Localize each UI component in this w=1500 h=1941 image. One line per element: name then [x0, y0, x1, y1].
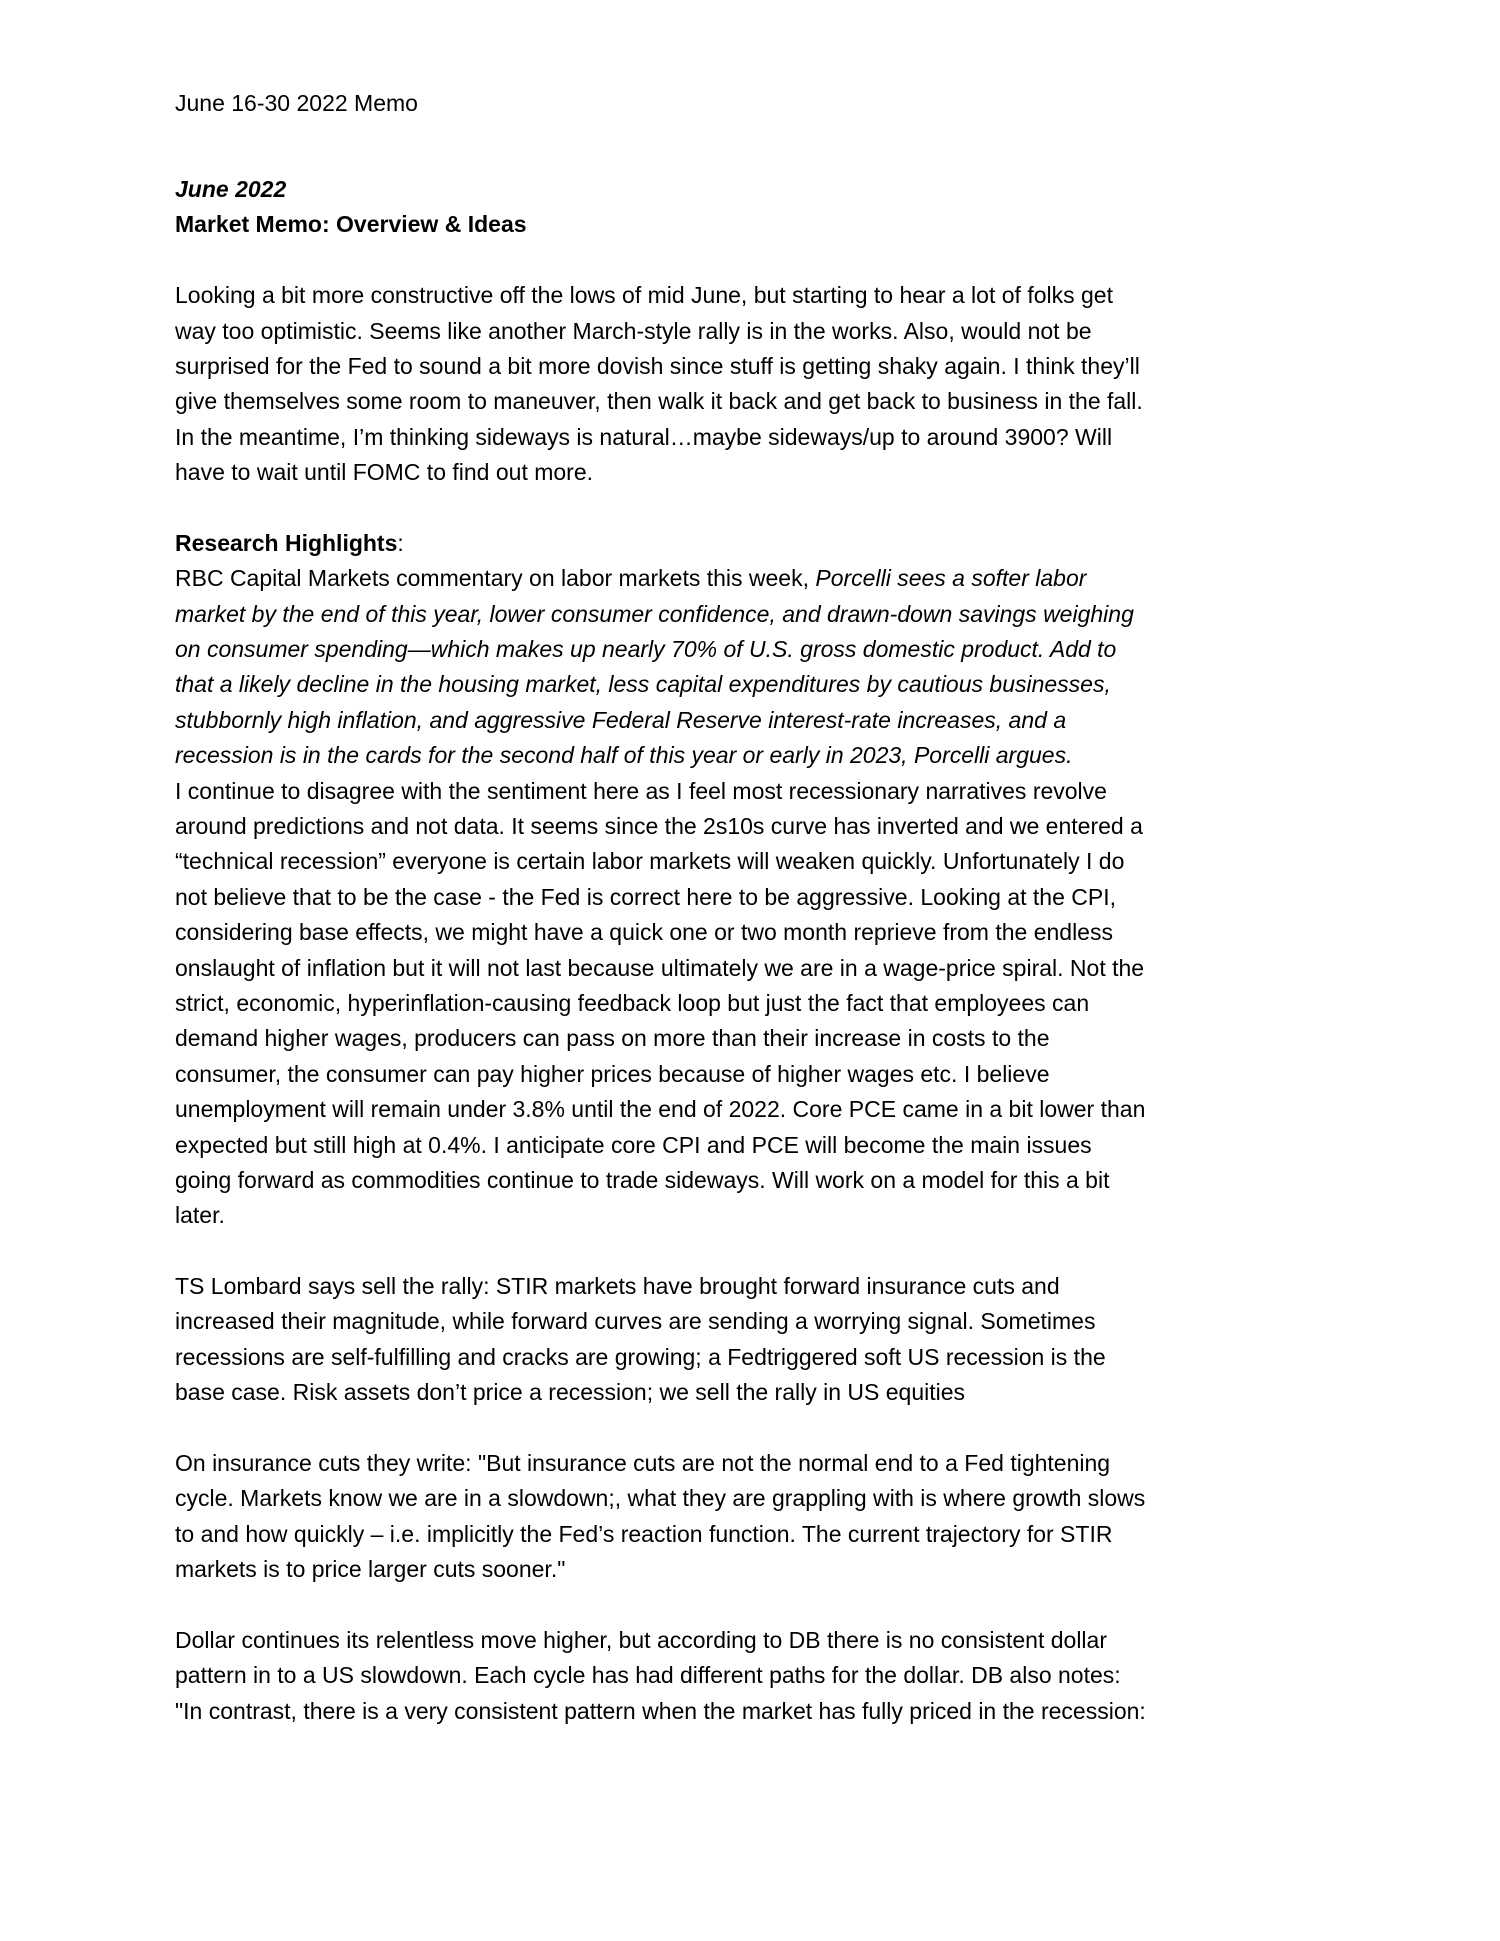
- text-run: TS Lombard says sell the rally: STIR markets have brought forward insurance cuts and: [175, 1273, 1060, 1300]
- text-line: [175, 986, 1335, 1021]
- text-run: to and how quickly – i.e. implicitly the Fed’s reaction function. The current trajectory for STIR: [175, 1520, 1113, 1547]
- text-line: [175, 632, 1335, 667]
- heading-title: Market Memo: Overview & Ideas: [175, 211, 527, 238]
- text-run: considering base effects, we might have a quick one or two month reprieve from the endless: [175, 919, 1113, 946]
- text-run: Porcelli sees a softer labor: [815, 565, 1087, 592]
- text-line: [175, 1658, 1335, 1693]
- text-line: [175, 1057, 1335, 1092]
- text-run: not believe that to be the case - the Fed is correct here to be aggressive. Looking at the CPI,: [175, 883, 1116, 910]
- text-run: I continue to disagree with the sentiment here as I feel most recessionary narratives revolve: [175, 777, 1107, 804]
- text-line: [175, 667, 1335, 702]
- text-run: Looking a bit more constructive off the lows of mid June, but starting to hear a lot of folks get: [175, 282, 1113, 309]
- text-line: [175, 1481, 1335, 1516]
- paragraph-spacer: [175, 1234, 1335, 1269]
- text-line: [175, 384, 1335, 419]
- paragraph-dollar: [175, 1623, 1335, 1729]
- text-line: [175, 844, 1335, 879]
- text-run: later.: [175, 1202, 225, 1229]
- text-line: [175, 1163, 1335, 1198]
- text-line: [175, 314, 1335, 349]
- text-line: [175, 703, 1335, 738]
- spacer: [175, 243, 1335, 278]
- text-run: expected but still high at 0.4%. I anticipate core CPI and PCE will become the main issues: [175, 1131, 1092, 1158]
- paragraph-overview: [175, 278, 1335, 490]
- text-line: [175, 349, 1335, 384]
- text-line: [175, 1304, 1335, 1339]
- text-line: [175, 1552, 1335, 1587]
- text-run: surprised for the Fed to sound a bit more dovish since stuff is getting shaky again. I think they’ll: [175, 352, 1140, 379]
- text-line: [175, 561, 1335, 596]
- text-run: cycle. Markets know we are in a slowdown;, what they are grappling with is where growth slows: [175, 1485, 1146, 1512]
- text-run: markets is to price larger cuts sooner.": [175, 1556, 566, 1583]
- text-line: [175, 951, 1335, 986]
- text-run: increased their magnitude, while forward curves are sending a worrying signal. Sometimes: [175, 1308, 1096, 1335]
- text-run: unemployment will remain under 3.8% until the end of 2022. Core PCE came in a bit lower than: [175, 1096, 1146, 1123]
- document-title: June 16-30 2022 Memo: [175, 90, 418, 116]
- text-run: base case. Risk assets don’t price a recession; we sell the rally in US equities: [175, 1379, 966, 1406]
- text-run: Research Highlights: [175, 529, 398, 556]
- text-line: [175, 1694, 1335, 1729]
- text-line: [175, 1375, 1335, 1410]
- text-run: On insurance cuts they write: "But insurance cuts are not the normal end to a Fed tightening: [175, 1450, 1111, 1477]
- text-line: [175, 278, 1335, 313]
- text-run: around predictions and not data. It seems since the 2s10s curve has inverted and we entered a: [175, 813, 1143, 840]
- text-run: on consumer spending—which makes up nearly 70% of U.S. gross domestic product. Add to: [175, 636, 1117, 663]
- text-run: going forward as commodities continue to trade sideways. Will work on a model for this a bit: [175, 1166, 1110, 1193]
- text-line: [175, 455, 1335, 490]
- paragraph-research-highlights: [175, 526, 1335, 1234]
- text-line: [175, 738, 1335, 773]
- paragraph-spacer: [175, 1588, 1335, 1623]
- text-line: [175, 1623, 1335, 1658]
- text-line: [175, 1128, 1335, 1163]
- paragraph-ts-lombard: [175, 1269, 1335, 1411]
- text-line: [175, 1269, 1335, 1304]
- text-run: stubbornly high inflation, and aggressive Federal Reserve interest-rate increases, and a: [175, 706, 1067, 733]
- text-run: way too optimistic. Seems like another March-style rally is in the works. Also, would not be: [175, 317, 1092, 344]
- text-line: [175, 1198, 1335, 1233]
- text-run: have to wait until FOMC to find out more.: [175, 459, 594, 486]
- paragraph-spacer: [175, 491, 1335, 526]
- text-line: [175, 1092, 1335, 1127]
- text-line: [175, 597, 1335, 632]
- document-page: [175, 86, 1335, 1729]
- paragraph-insurance-cuts: [175, 1446, 1335, 1588]
- memo-body: [175, 278, 1335, 1729]
- text-line: [175, 915, 1335, 950]
- text-run: demand higher wages, producers can pass on more than their increase in costs to the: [175, 1025, 1050, 1052]
- text-run: :: [397, 529, 404, 556]
- text-line: [175, 420, 1335, 455]
- text-run: Dollar continues its relentless move higher, but according to DB there is no consistent dollar: [175, 1627, 1107, 1653]
- text-run: strict, economic, hyperinflation-causing feedback loop but just the fact that employees can: [175, 989, 1090, 1016]
- text-run: pattern in to a US slowdown. Each cycle has had different paths for the dollar. DB also notes:: [175, 1662, 1121, 1689]
- text-run: recession is in the cards for the second half of this year or early in 2023, Porcelli argues.: [175, 742, 1073, 769]
- text-line: [175, 1517, 1335, 1552]
- text-run: consumer, the consumer can pay higher prices because of higher wages etc. I believe: [175, 1060, 1050, 1087]
- text-line: [175, 1340, 1335, 1375]
- text-run: market by the end of this year, lower consumer confidence, and drawn-down savings weighing: [175, 600, 1134, 627]
- text-line: [175, 774, 1335, 809]
- text-line: [175, 1021, 1335, 1056]
- heading-date: June 2022: [175, 175, 287, 202]
- text-run: give themselves some room to maneuver, then walk it back and get back to business in the fall.: [175, 388, 1143, 415]
- text-run: “technical recession” everyone is certain labor markets will weaken quickly. Unfortunately I do: [175, 848, 1125, 875]
- text-line: [175, 526, 1335, 561]
- text-run: onslaught of inflation but it will not last because ultimately we are in a wage-price spiral. Not the: [175, 954, 1145, 981]
- text-line: [175, 880, 1335, 915]
- text-line: [175, 809, 1335, 844]
- paragraph-spacer: [175, 1411, 1335, 1446]
- text-run: recessions are self-fulfilling and cracks are growing; a Fedtriggered soft US recession is the: [175, 1343, 1106, 1370]
- text-line: [175, 1446, 1335, 1481]
- text-run: "In contrast, there is a very consistent pattern when the market has fully priced in the recession:: [175, 1697, 1146, 1724]
- text-run: In the meantime, I’m thinking sideways is natural…maybe sideways/up to around 3900? Will: [175, 423, 1113, 450]
- text-run: that a likely decline in the housing market, less capital expenditures by cautious businesses,: [175, 671, 1111, 698]
- text-run: RBC Capital Markets commentary on labor markets this week,: [175, 565, 816, 592]
